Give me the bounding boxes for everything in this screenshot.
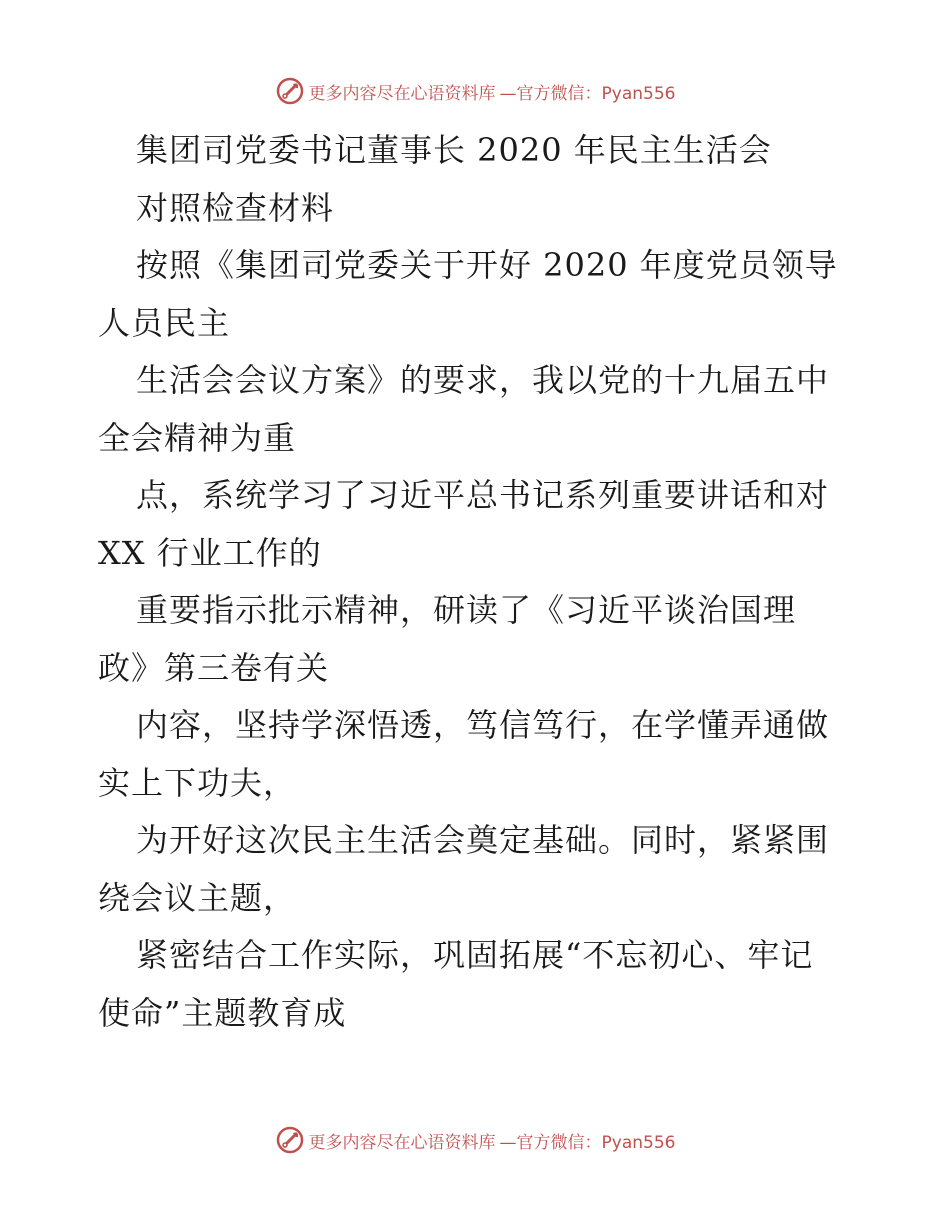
paragraph-line: 绕会议主题， — [98, 878, 297, 917]
paragraph-line: 内容，坚持学深悟透，笃信笃行，在学懂弄通做 — [136, 706, 830, 744]
banner-contact-text: —官方微信：Pyan556 — [499, 1132, 676, 1153]
quill-logo-icon — [275, 1125, 305, 1155]
banner-contact-text: —官方微信：Pyan556 — [499, 83, 676, 104]
document-body — [98, 122, 858, 1042]
document-title-line-2: 对照检查材料 — [136, 188, 335, 227]
paragraph-line: 使命”主题教育成 — [98, 993, 347, 1032]
paragraph-line: 生活会会议方案》的要求，我以党的十九届五中 — [136, 361, 830, 399]
paragraph-line: 人员民主 — [98, 303, 231, 342]
paragraph-line: 点，系统学习了习近平总书记系列重要讲话和对 — [136, 476, 830, 514]
quill-logo-icon — [275, 76, 305, 106]
paragraph-line: XX 行业工作的 — [98, 533, 322, 572]
document-title-line-1: 集团司党委书记董事长 2020 年民主生活会 — [136, 131, 772, 169]
paragraph-line: 政》第三卷有关 — [98, 648, 330, 687]
paragraph-line: 实上下功夫， — [98, 763, 297, 802]
paragraph-line: 全会精神为重 — [98, 418, 297, 457]
footer-watermark-banner — [0, 1125, 950, 1155]
paragraph-line: 重要指示批示精神，研读了《习近平谈治国理 — [136, 591, 797, 629]
paragraph-line: 为开好这次民主生活会奠定基础。同时，紧紧围 — [136, 821, 830, 859]
banner-brand-text: 更多内容尽在心语资料库 — [308, 1132, 496, 1153]
paragraph-line: 按照《集团司党委关于开好 2020 年度党员领导 — [136, 246, 838, 284]
header-watermark-banner — [0, 76, 950, 106]
paragraph-line: 紧密结合工作实际，巩固拓展“不忘初心、牢记 — [136, 936, 814, 974]
banner-brand-text: 更多内容尽在心语资料库 — [308, 83, 496, 104]
